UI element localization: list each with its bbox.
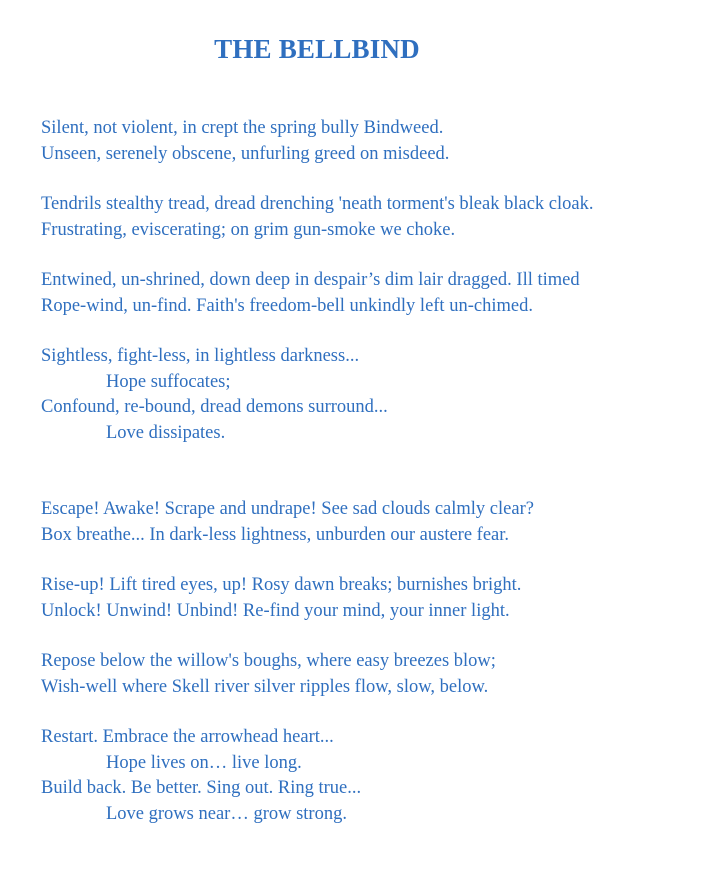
poem-line: Box breathe... In dark-less lightness, unburden our austere fear. — [41, 524, 510, 545]
stanza-5 — [41, 497, 701, 548]
poem-title: THE BELLBIND — [214, 34, 420, 64]
stanza-6 — [41, 573, 701, 624]
poem-line: Restart. Embrace the arrowhead heart... — [41, 727, 334, 747]
poem-body — [41, 116, 701, 827]
poem-line: Silent, not violent, in crept the spring bully Bindweed. — [41, 118, 444, 138]
poem-line-indented: Hope lives on… live long. — [106, 752, 302, 773]
poem-line: Tendrils stealthy tread, dread drenching 'neath torment's bleak black cloak. — [41, 194, 594, 214]
poem-line: Confound, re-bound, dread demons surround... — [41, 397, 388, 417]
poem-line: Repose below the willow's boughs, where easy breezes blow; — [41, 651, 496, 671]
stanza-2 — [41, 192, 701, 243]
stanza-gap — [41, 243, 701, 268]
poem-line-indented: Love grows near… grow strong. — [106, 803, 347, 824]
poem-line: Escape! Awake! Scrape and undrape! See sad clouds calmly clear? — [41, 499, 534, 519]
poem-line: Wish-well where Skell river silver ripples flow, slow, below. — [41, 676, 489, 697]
poem-line: Unseen, serenely obscene, unfurling greed on misdeed. — [41, 143, 450, 164]
stanza-gap — [41, 548, 701, 573]
poem-line: Rise-up! Lift tired eyes, up! Rosy dawn breaks; burnishes bright. — [41, 575, 522, 595]
poem-line: Sightless, fight-less, in lightless darkness... — [41, 346, 360, 366]
stanza-4 — [41, 344, 701, 446]
poem-line-indented: Hope suffocates; — [106, 371, 231, 392]
poem-line: Frustrating, eviscerating; on grim gun-smoke we choke. — [41, 219, 456, 240]
poem-line: Build back. Be better. Sing out. Ring true... — [41, 778, 362, 798]
stanza-gap — [41, 624, 701, 649]
stanza-7 — [41, 649, 701, 700]
section-gap — [41, 446, 701, 497]
poem-line-indented: Love dissipates. — [106, 422, 226, 443]
stanza-gap — [41, 319, 701, 344]
poem-line: Entwined, un-shrined, down deep in despair’s dim lair dragged. Ill timed — [41, 270, 580, 290]
stanza-8 — [41, 725, 701, 827]
stanza-gap — [41, 167, 701, 192]
poem-line: Rope-wind, un-find. Faith's freedom-bell unkindly left un-chimed. — [41, 295, 533, 316]
stanza-gap — [41, 700, 701, 725]
stanza-3 — [41, 268, 701, 319]
stanza-1 — [41, 116, 701, 167]
poem-line: Unlock! Unwind! Unbind! Re-find your mind, your inner light. — [41, 600, 510, 621]
